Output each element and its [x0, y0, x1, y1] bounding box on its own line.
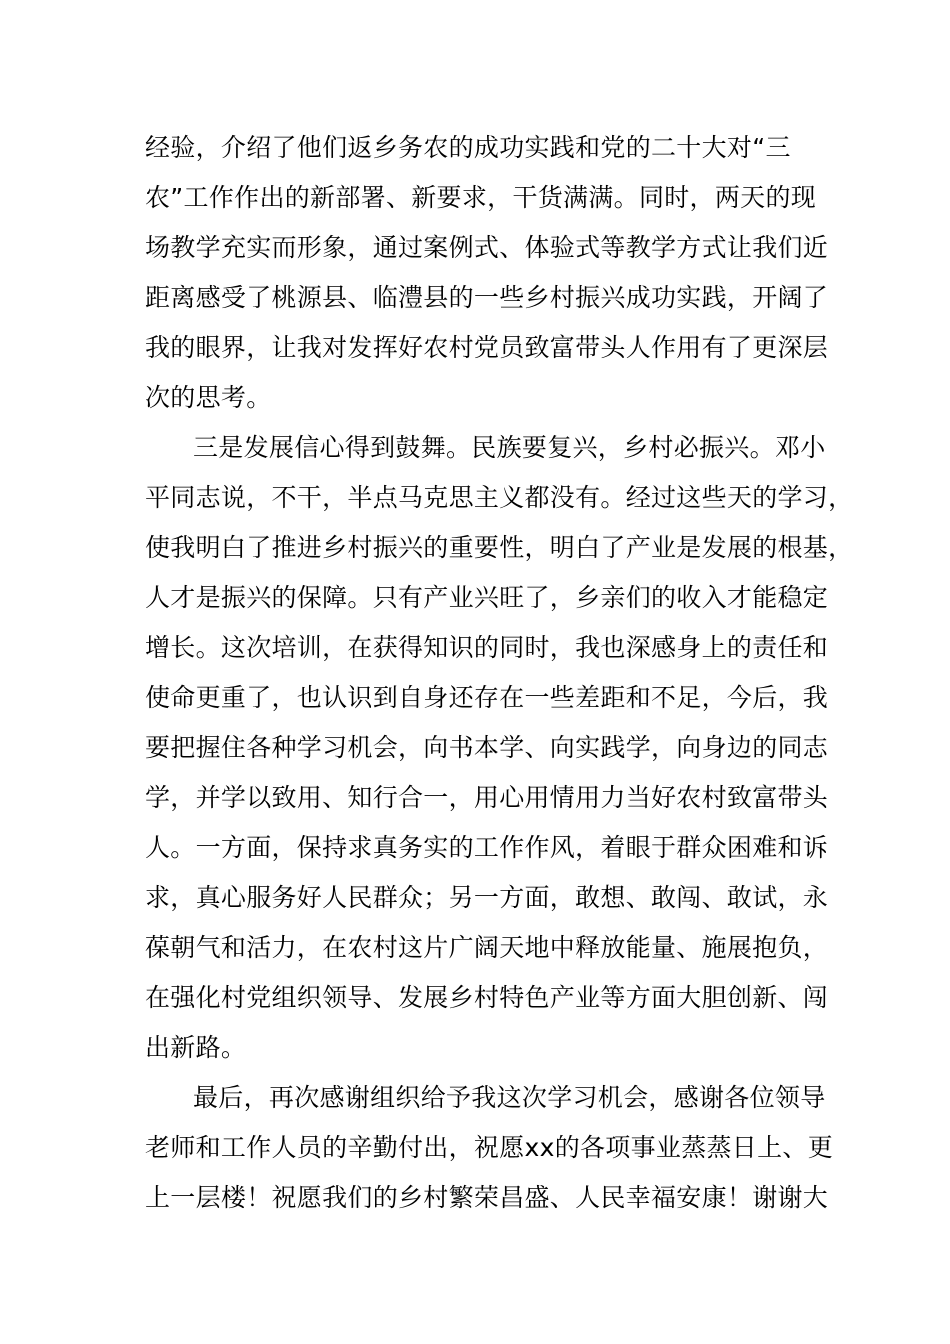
text-line: 出新路。: [145, 1033, 247, 1062]
text-line: 老师和工作人员的辛勤付出，祝愿xx的各项事业蒸蒸日上、更: [145, 1133, 833, 1162]
text-line: 使命更重了，也认识到自身还存在一些差距和不足，今后，我: [145, 683, 829, 712]
text-line: 我的眼界，让我对发挥好农村党员致富带头人作用有了更深层: [145, 333, 829, 362]
text-line: 距离感受了桃源县、临澧县的一些乡村振兴成功实践，开阔了: [145, 283, 829, 312]
text-line: 平同志说，不干，半点马克思主义都没有。经过这些天的学习，: [145, 483, 854, 512]
text-line: 学，并学以致用、知行合一，用心用情用力当好农村致富带头: [145, 783, 829, 812]
text-line: 农”工作作出的新部署、新要求，干货满满。同时，两天的现: [145, 183, 817, 212]
text-line: 要把握住各种学习机会，向书本学、向实践学，向身边的同志: [145, 733, 829, 762]
text-line: 上一层楼！祝愿我们的乡村繁荣昌盛、人民幸福安康！谢谢大: [145, 1183, 829, 1212]
text-line: 场教学充实而形象，通过案例式、体验式等教学方式让我们近: [145, 233, 829, 262]
text-line: 人。一方面，保持求真务实的工作作风，着眼于群众困难和诉: [145, 833, 829, 862]
text-line: 人才是振兴的保障。只有产业兴旺了，乡亲们的收入才能稳定: [145, 583, 829, 612]
text-line: 求，真心服务好人民群众；另一方面，敢想、敢闯、敢试，永: [145, 883, 829, 912]
text-line: 增长。这次培训，在获得知识的同时，我也深感身上的责任和: [145, 633, 829, 662]
text-line: 经验，介绍了他们返乡务农的成功实践和党的二十大对“三: [145, 133, 791, 162]
paragraph-first-line: 三是发展信心得到鼓舞。民族要复兴，乡村必振兴。邓小: [193, 433, 826, 462]
paragraph-first-line: 最后，再次感谢组织给予我这次学习机会，感谢各位领导: [193, 1083, 826, 1112]
text-line: 使我明白了推进乡村振兴的重要性，明白了产业是发展的根基，: [145, 533, 854, 562]
text-line: 次的思考。: [145, 383, 272, 412]
text-line: 在强化村党组织领导、发展乡村特色产业等方面大胆创新、闯: [145, 983, 829, 1012]
text-line: 葆朝气和活力，在农村这片广阔天地中释放能量、施展抱负，: [145, 933, 829, 962]
